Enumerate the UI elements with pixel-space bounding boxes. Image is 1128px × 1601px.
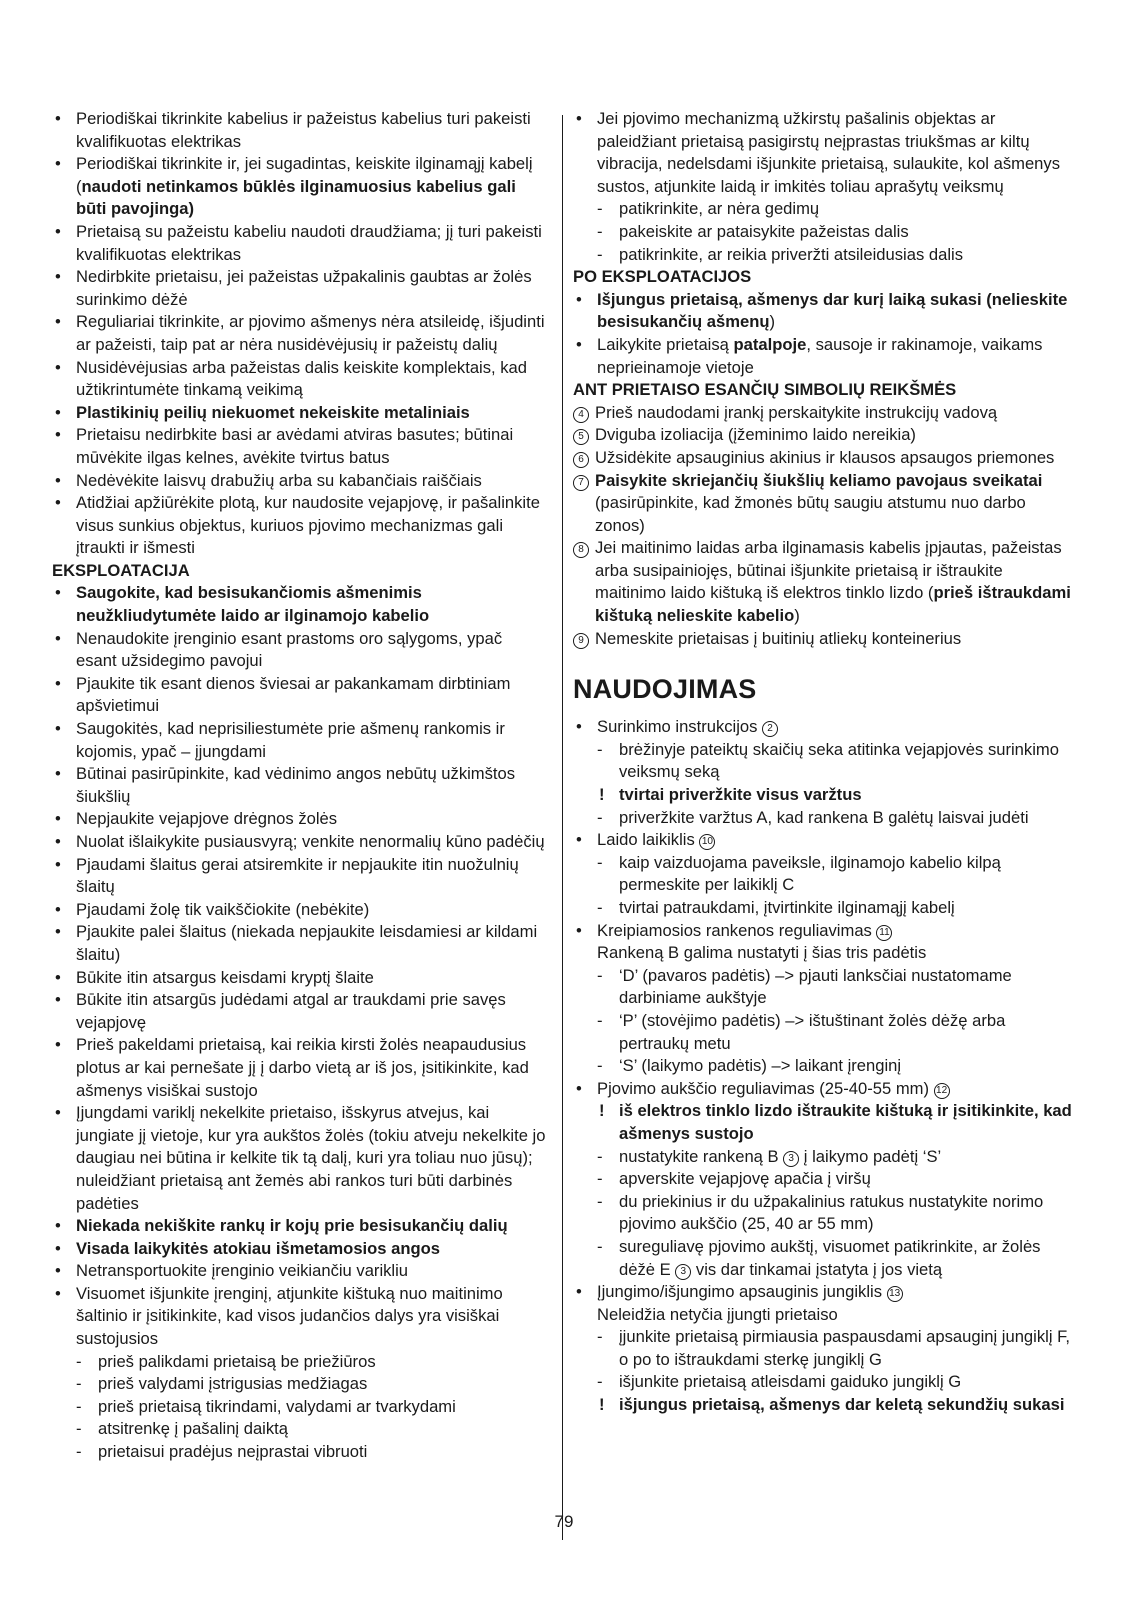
text: Visuomet išjunkite įrenginį, atjunkite kištuką nuo maitinimo šaltinio ir įsitikinkite, kad visos judančios dalys yra visiškai sustojusios	[76, 1283, 503, 1349]
text: ‘S’ (laikymo padėtis) –> laikant įrenginį	[619, 1056, 902, 1076]
text: Jei pjovimo mechanizmą užkirstų pašalinis objektas ar paleidžiant prietaisą pasigirstų neįprastas triukšmas ar kiltų vibracija, nedelsdami išjunkite prietaisą, sulaukite, kol ašmenys sustos, atjunkite laidą ir imkitės toliau aprašytų veiksmų	[597, 109, 1060, 196]
exclamation-marker: !	[599, 1101, 605, 1121]
text: Netransportuokite įrenginio veikiančiu varikliu	[76, 1261, 409, 1281]
bullet-item	[52, 221, 547, 266]
text: Nemeskite prietaisas į buitinių atliekų konteinerius	[595, 628, 962, 648]
symbol-number-badge	[573, 470, 589, 493]
dash-item	[573, 1236, 1073, 1281]
exclamation-marker: !	[599, 785, 605, 805]
dash-item	[573, 807, 1073, 830]
bullet-marker: •	[55, 357, 61, 377]
text: Kreipiamosios rankenos reguliavimas	[597, 920, 877, 940]
symbol-item	[573, 447, 1073, 470]
dash-item	[573, 739, 1073, 784]
text: vis dar tinkamai įstatyta į jos vietą	[691, 1259, 943, 1279]
bullet-marker: •	[55, 1035, 61, 1055]
dash-marker: -	[597, 965, 603, 985]
bold-text: Išjungus prietaisą, ašmenys dar kurį laiką sukasi (nelieskite besisukančių ašmenų	[597, 289, 1068, 332]
bullet-item	[573, 1281, 1073, 1304]
bullet-marker: •	[576, 830, 582, 850]
section-heading	[52, 560, 547, 583]
section-heading	[573, 266, 1073, 289]
bullet-marker: •	[55, 1283, 61, 1303]
circled-number: 9	[573, 633, 589, 649]
text: kaip vaizduojama paveiksle, ilginamojo kabelio kilpą permeskite per laikiklį C	[619, 852, 1001, 895]
text: )	[769, 312, 775, 332]
text: Prieš pakeldami prietaisą, kai reikia kirsti žolės neapaudusius plotus ar kai pernešate jį į darbo vietą ar iš jos, įsitikinkite, kad ašmenys visiškai sustojo	[76, 1035, 529, 1100]
dash-item	[52, 1396, 547, 1419]
text: EKSPLOATACIJA	[52, 560, 190, 580]
bullet-marker: •	[55, 922, 61, 942]
text: Rankeną B galima nustatyti į šias tris padėtis	[597, 943, 927, 963]
text: Nuolat išlaikykite pusiausvyrą; venkite nenormalių kūno padėčių	[76, 832, 545, 851]
text: Pjaukite tik esant dienos šviesai ar pakankamam dirbtiniam apšvietimui	[76, 673, 511, 716]
dash-item	[52, 1441, 547, 1464]
dash-item	[573, 1326, 1073, 1371]
symbol-number-badge	[573, 537, 589, 560]
bullet-item	[52, 1283, 547, 1351]
bullet-item	[52, 311, 547, 356]
bullet-item	[573, 716, 1073, 739]
symbol-item	[573, 402, 1073, 425]
text: Nenaudokite įrenginio esant prastoms oro sąlygoms, ypač esant užsidegimo pavojui	[76, 628, 503, 671]
bullet-marker: •	[55, 312, 61, 332]
bold-text: Niekada nekiškite rankų ir kojų prie besisukančių dalių	[76, 1216, 508, 1236]
text: Nedirbkite prietaisu, jei pažeistas užpakalinis gaubtas ar žolės surinkimo dėžė	[76, 267, 532, 309]
bullet-item	[52, 1102, 547, 1215]
warning-item	[573, 1394, 1073, 1417]
symbol-number-badge	[573, 424, 589, 447]
bullet-item	[52, 921, 547, 966]
text: Būkite itin atsargūs judėdami atgal ar traukdami prie savęs vejapjovę	[76, 990, 506, 1032]
text: NAUDOJIMAS	[573, 674, 757, 705]
text: Pjaudami žolę tik vaikščiokite (nebėkite)	[76, 899, 370, 919]
text: brėžinyje pateiktų skaičių seka atitinka vejapjovės surinkimo veiksmų seką	[619, 739, 1059, 782]
bullet-marker: •	[576, 334, 582, 354]
text: prieš valydami įstrigusias medžiagas	[98, 1374, 368, 1394]
bullet-marker: •	[55, 221, 61, 241]
text: Nepjaukite vejapjove drėgnos žolės	[76, 809, 338, 829]
text: Užsidėkite apsauginius akinius ir klausos apsaugos priemones	[595, 447, 1055, 467]
circled-number: 6	[573, 452, 589, 468]
text: Pjaukite palei šlaitus (niekada nepjaukite leisdamiesi ar kildami šlaitu)	[76, 922, 538, 964]
bullet-marker: •	[55, 109, 61, 128]
bold-text: išjungus prietaisą, ašmenys dar keletą sekundžių sukasi	[619, 1395, 1065, 1415]
dash-marker: -	[597, 852, 603, 872]
text: įjunkite prietaisą pirmiausia paspausdami apsauginį jungiklį F, o po to ištraukdami sterkę jungiklį G	[619, 1327, 1071, 1369]
bullet-marker: •	[55, 832, 61, 851]
bullet-marker: •	[55, 990, 61, 1010]
bullet-item	[52, 808, 547, 831]
bullet-item	[52, 108, 547, 153]
bullet-item	[52, 673, 547, 718]
bullet-item	[573, 920, 1073, 943]
dash-marker: -	[597, 1010, 603, 1030]
text: nustatykite rankeną B	[619, 1146, 784, 1166]
bullet-item	[52, 1215, 547, 1238]
dash-marker: -	[597, 221, 603, 241]
text: apverskite vejapjovę apačia į viršų	[619, 1169, 871, 1189]
bullet-marker: •	[55, 267, 61, 287]
symbol-number-badge	[573, 628, 589, 651]
bold-text: prieš ištraukdami kištuką nelieskite kabelio	[595, 583, 1071, 626]
bullet-marker: •	[55, 1103, 61, 1123]
bullet-marker: •	[576, 1078, 582, 1098]
symbol-item	[573, 424, 1073, 447]
bullet-item	[52, 1238, 547, 1261]
bold-text: Paisykite skriejančių šiukšlių keliamo pavojaus sveikatai	[595, 470, 1043, 490]
bullet-marker: •	[55, 154, 61, 174]
text: , sausoje ir rakinamoje, vaikams neprieinamoje vietoje	[597, 334, 1043, 377]
dash-marker: -	[597, 1146, 603, 1166]
dash-item	[573, 221, 1073, 244]
bullet-marker: •	[576, 920, 582, 940]
text: ‘D’ (pavaros padėtis) –> pjauti lanksčiai nustatomame darbiniame aukštyje	[619, 965, 1012, 1008]
text: patikrinkite, ar nėra gedimų	[619, 199, 820, 219]
dash-item	[573, 1371, 1073, 1394]
figure-reference: 3	[675, 1264, 691, 1280]
bullet-item	[52, 763, 547, 808]
bullet-marker: •	[55, 425, 61, 445]
circled-number: 8	[573, 542, 589, 558]
dash-item	[52, 1373, 547, 1396]
text: Įjungdami variklį nekelkite prietaiso, išskyrus atvejus, kai jungiate jį vietoje, kur yra aukštos žolės (tokiu atveju nekelkite jo daugiau nei būtina ir kelkite tik tą dalį, kuri yra toliau nuo jūsų); nuleidžiant prietaisą ant žemės abi rankos turi būti darbinės padėties	[76, 1103, 546, 1213]
figure-reference: 10	[699, 834, 715, 850]
circled-number: 4	[573, 407, 589, 423]
dash-marker: -	[597, 1169, 603, 1189]
text: priveržkite varžtus A, kad rankena B galėtų laisvai judėti	[619, 807, 1029, 827]
dash-item	[573, 1055, 1073, 1078]
warning-item	[573, 784, 1073, 807]
bullet-item	[52, 967, 547, 990]
dash-marker: -	[76, 1419, 82, 1439]
dash-marker: -	[597, 1236, 603, 1256]
bullet-marker: •	[576, 109, 582, 128]
text: )	[794, 606, 800, 626]
bullet-marker: •	[55, 899, 61, 919]
page-number: 79	[554, 1512, 574, 1531]
text: Nedėvėkite laisvų drabužių arba su kabančiais raiščiais	[76, 470, 482, 490]
dash-marker: -	[597, 898, 603, 917]
text: Saugokitės, kad neprisiliestumėte prie ašmenų rankomis ir kojomis, ypač – įjungdami	[76, 719, 505, 761]
bullet-item	[52, 831, 547, 854]
bullet-item	[52, 357, 547, 402]
dash-marker: -	[597, 1056, 603, 1076]
bullet-item	[573, 829, 1073, 852]
text: Laido laikiklis	[597, 830, 700, 850]
dash-marker: -	[597, 1372, 603, 1392]
bullet-item	[52, 899, 547, 922]
section-heading	[573, 379, 1073, 402]
dash-marker: -	[76, 1396, 82, 1416]
dash-item	[573, 852, 1073, 897]
dash-item	[52, 1351, 547, 1374]
bullet-item	[573, 334, 1073, 379]
text: prietaisui pradėjus neįprastai vibruoti	[98, 1442, 368, 1462]
symbol-item	[573, 470, 1073, 538]
bullet-item	[52, 470, 547, 493]
dash-item	[52, 1418, 547, 1441]
left-column	[52, 108, 547, 1464]
bullet-marker: •	[55, 854, 61, 874]
bullet-marker: •	[55, 967, 61, 987]
dash-marker: -	[597, 807, 603, 827]
dash-marker: -	[76, 1374, 82, 1394]
dash-marker: -	[597, 739, 603, 759]
dash-item	[573, 1010, 1073, 1055]
figure-reference: 2	[762, 721, 778, 737]
dash-item	[573, 1168, 1073, 1191]
figure-reference: 12	[934, 1083, 950, 1099]
column-divider	[562, 115, 563, 1540]
bullet-item	[52, 1034, 547, 1102]
bullet-item	[52, 854, 547, 899]
bullet-item	[52, 582, 547, 627]
bold-text: Visada laikykitės atokiau išmetamosios angos	[76, 1238, 441, 1258]
figure-reference: 13	[887, 1286, 903, 1302]
bullet-item	[52, 266, 547, 311]
text: išjunkite prietaisą atleisdami gaiduko jungiklį G	[619, 1372, 962, 1392]
bullet-item	[52, 424, 547, 469]
figure-reference: 3	[783, 1151, 799, 1167]
dash-marker: -	[597, 244, 603, 264]
text: Pjaudami šlaitus gerai atsiremkite ir nepjaukite itin nuožulnių šlaitų	[76, 854, 519, 897]
warning-item	[573, 1100, 1073, 1145]
symbol-item	[573, 537, 1073, 627]
text: Jei maitinimo laidas arba ilginamasis kabelis įpjautas, pažeistas arba susipainiojęs, būtinai išjunkite prietaisą ir ištraukite maitinimo laido kištuką iš elektros tinklo lizdo (	[595, 538, 1062, 603]
bullet-marker: •	[55, 470, 61, 490]
bullet-marker: •	[55, 402, 61, 422]
bullet-item	[52, 402, 547, 425]
dash-item	[573, 198, 1073, 221]
text: Neleidžia netyčia įjungti prietaiso	[597, 1304, 838, 1324]
dash-marker: -	[76, 1442, 82, 1462]
bullet-marker: •	[55, 493, 61, 513]
dash-item	[573, 1146, 1073, 1169]
text: ANT PRIETAISO ESANČIŲ SIMBOLIŲ REIKŠMĖS	[573, 380, 957, 400]
text: Atidžiai apžiūrėkite plotą, kur naudosite vejapjovę, ir pašalinkite visus sunkius objektus, kuriuos pjovimo mechanizmas gali įtraukti ir išmesti	[76, 493, 540, 558]
bullet-item	[52, 989, 547, 1034]
circled-number: 7	[573, 475, 589, 491]
text: Laikykite prietaisą	[597, 334, 734, 354]
bullet-marker: •	[55, 673, 61, 693]
text: du priekinius ir du užpakalinius ratukus nustatykite norimo pjovimo aukščio (25, 40 ar 55 mm)	[619, 1191, 1044, 1234]
figure-reference: 11	[876, 925, 892, 941]
text: Būtinai pasirūpinkite, kad vėdinimo angos nebūtų užkimštos šiukšlių	[76, 764, 516, 806]
bullet-marker: •	[576, 1282, 582, 1302]
dash-marker: -	[597, 1327, 603, 1347]
dash-marker: -	[76, 1351, 82, 1371]
text: Nusidėvėjusias arba pažeistas dalis keiskite komplektais, kad užtikrintumėte tinkamą veikimą	[76, 357, 528, 400]
dash-marker: -	[597, 199, 603, 219]
bold-text: tvirtai priveržkite visus varžtus	[619, 785, 862, 805]
bold-text: Saugokite, kad besisukančiomis ašmenimis neužkliudytumėte laido ar ilginamojo kabelio	[76, 583, 430, 626]
dash-item	[573, 965, 1073, 1010]
exclamation-marker: !	[599, 1395, 605, 1415]
text: tvirtai patraukdami, įtvirtinkite ilginamąjį kabelį	[619, 898, 955, 917]
text: prieš prietaisą tikrindami, valydami ar tvarkydami	[98, 1396, 456, 1416]
bullet-item	[573, 108, 1073, 198]
bullet-marker: •	[55, 809, 61, 829]
text: ‘P’ (stovėjimo padėtis) –> ištuštinant žolės dėžę arba pertraukų metu	[619, 1010, 1006, 1053]
text: pakeiskite ar pataisykite pažeistas dalis	[619, 221, 909, 241]
bullet-marker: •	[55, 764, 61, 784]
symbol-item	[573, 628, 1073, 651]
text: Pjovimo aukščio reguliavimas (25-40-55 mm)	[597, 1078, 934, 1098]
bold-text: iš elektros tinklo lizdo ištraukite kištuką ir įsitikinkite, kad ašmenys sustojo	[619, 1101, 1072, 1143]
text: prieš palikdami prietaisą be priežiūros	[98, 1351, 376, 1371]
symbol-number-badge	[573, 447, 589, 470]
bold-text: Plastikinių peilių niekuomet nekeiskite metaliniais	[76, 402, 470, 422]
text: Reguliariai tikrinkite, ar pjovimo ašmenys nėra atsileidę, išjudinti ar pažeisti, taip pat ar nėra nusidėvėjusių ir pažeistų dalių	[76, 312, 545, 354]
bullet-item	[573, 289, 1073, 334]
dash-item	[573, 1191, 1073, 1236]
bullet-marker: •	[55, 1216, 61, 1236]
dash-marker: -	[597, 1191, 603, 1211]
bullet-item	[52, 628, 547, 673]
text: (pasirūpinkite, kad žmonės būtų saugiu atstumu nuo darbo zonos)	[595, 493, 1026, 535]
bullet-marker: •	[55, 719, 61, 739]
text: Prieš naudodami įrankį perskaitykite instrukcijų vadovą	[595, 402, 998, 422]
bullet-item	[52, 492, 547, 560]
bullet-marker: •	[576, 717, 582, 737]
circled-number: 5	[573, 429, 589, 445]
text: Periodiškai tikrinkite kabelius ir pažeistus kabelius turi pakeisti kvalifikuotas elektrikas	[76, 109, 531, 151]
dash-item	[573, 244, 1073, 267]
text: Prietaisu nedirbkite basi ar avėdami atviras basutes; būtinai mūvėkite ilgas kelnes, avėkite tvirtus batus	[76, 425, 514, 467]
bullet-marker: •	[55, 583, 61, 603]
list-item-continuation	[573, 1304, 1073, 1327]
text: į laikymo padėtį ‘S’	[799, 1146, 942, 1166]
bold-text: naudoti netinkamos būklės ilginamuosius kabelius gali būti pavojinga)	[76, 176, 516, 219]
text: PO EKSPLOATACIJOS	[573, 267, 752, 287]
text: sureguliavę pjovimo aukštį, visuomet patikrinkite, ar žolės dėžė E	[619, 1236, 1041, 1279]
bullet-item	[52, 153, 547, 221]
text: Periodiškai tikrinkite ir, jei sugadintas, keiskite ilginamąjį kabelį (	[76, 154, 533, 196]
text: Dviguba izoliacija (įžeminimo laido nereikia)	[595, 425, 916, 445]
symbol-number-badge	[573, 402, 589, 425]
bullet-item	[52, 1260, 547, 1283]
text: Prietaisą su pažeistu kabeliu naudoti draudžiama; jį turi pakeisti kvalifikuotas elektrikas	[76, 221, 542, 264]
bullet-marker: •	[55, 1261, 61, 1281]
text: Įjungimo/išjungimo apsauginis jungiklis	[597, 1282, 887, 1302]
right-column	[573, 108, 1073, 1417]
bullet-item	[573, 1078, 1073, 1101]
text: atsitrenkę į pašalinį daiktą	[98, 1419, 289, 1439]
bold-text: patalpoje	[733, 334, 807, 354]
text: patikrinkite, ar reikia priveržti atsileidusias dalis	[619, 244, 963, 264]
text: Surinkimo instrukcijos	[597, 717, 763, 737]
dash-item	[573, 897, 1073, 920]
bullet-marker: •	[55, 1238, 61, 1258]
list-item-continuation	[573, 942, 1073, 965]
bullet-marker: •	[576, 289, 582, 309]
text: Būkite itin atsargus keisdami kryptį šlaite	[76, 967, 374, 987]
bullet-marker: •	[55, 628, 61, 648]
bullet-item	[52, 718, 547, 763]
chapter-heading	[573, 672, 1073, 706]
